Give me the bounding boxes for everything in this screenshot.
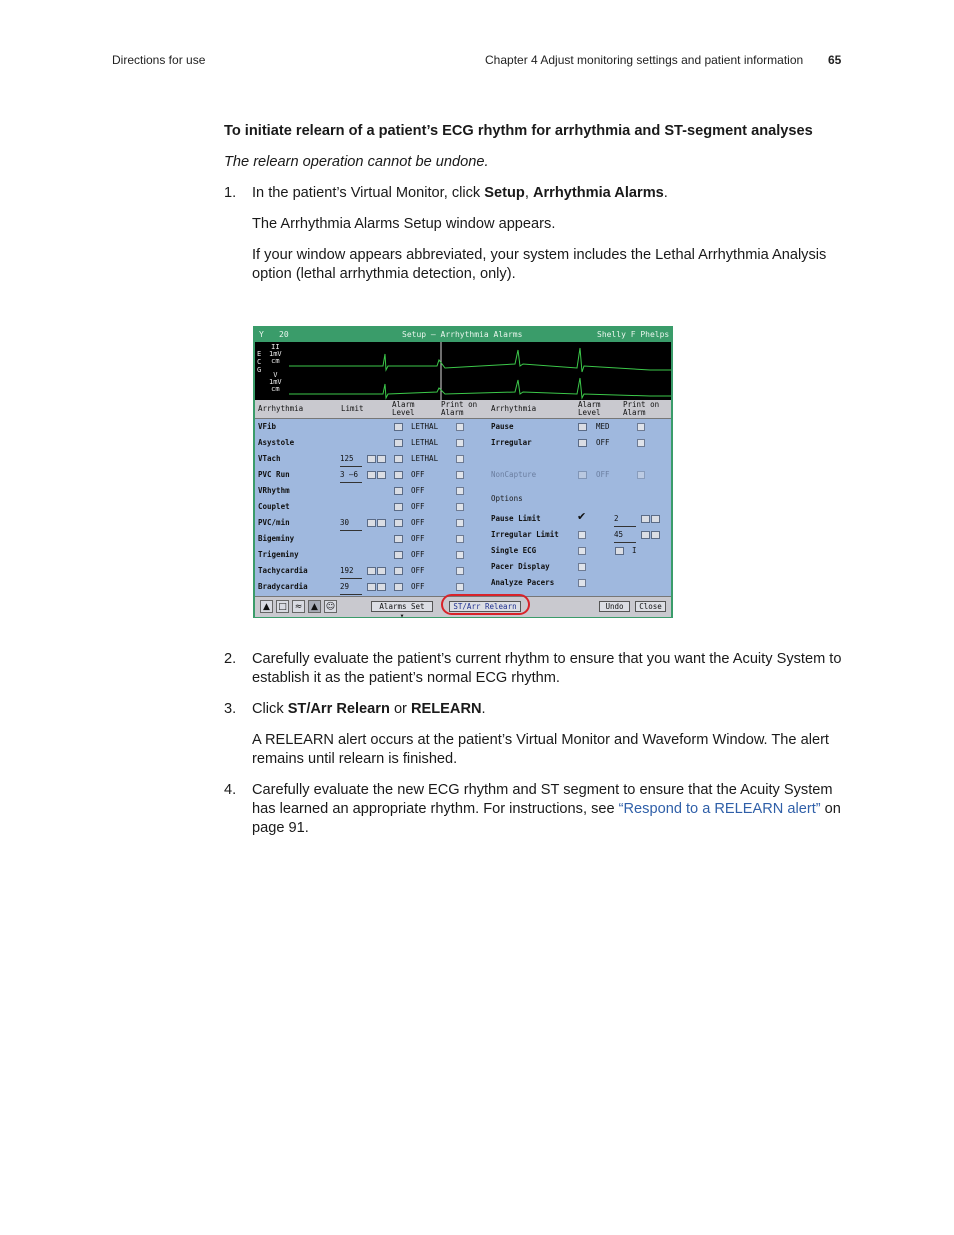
alarms-set-button[interactable]: Alarms Set ▾ [371, 601, 433, 612]
alarm-level-value: OFF [411, 486, 425, 495]
option-value[interactable]: 2 [614, 512, 636, 527]
lead-label-2: V 1mV cm [269, 371, 282, 393]
arrhythmia-name: PVC Run [258, 470, 290, 479]
alarm-level-dropdown-icon[interactable] [394, 455, 403, 463]
table-row [255, 452, 485, 466]
arrhythmia-name: Tachycardia [258, 566, 308, 575]
header-print-on-alarm-right: Print on Alarm [623, 400, 660, 417]
table-row [255, 468, 671, 482]
option-checkbox[interactable] [578, 579, 586, 587]
arrhythmia-settings-grid [255, 400, 671, 596]
waveform-icon[interactable]: ≈ [292, 600, 305, 613]
step-note: If your window appears abbreviated, your system includes the Lethal Arrhythmia Analysis option (lethal arrhythmia detection, only). [252, 247, 827, 282]
spin-down-icon[interactable] [377, 455, 386, 463]
arrhythmia-name: Asystole [258, 438, 295, 447]
arrhythmia-alarms-term: Arrhythmia Alarms [532, 185, 664, 201]
spin-up-icon[interactable] [367, 455, 376, 463]
arrhythmia-name: Pause [491, 422, 514, 431]
option-checkbox[interactable] [577, 510, 587, 523]
procedure-title: To initiate relearn of a patient’s ECG rhythm for arrhythmia and ST-segment analyses [224, 123, 813, 139]
table-row [255, 436, 671, 450]
spin-up-icon[interactable] [641, 515, 650, 523]
header-print-on-alarm: Print on Alarm [441, 400, 478, 417]
ecg-waveform-panel [255, 342, 671, 400]
arrhythmia-name: VFib [258, 422, 277, 431]
arrhythmia-name: PVC/min [258, 518, 290, 527]
arrhythmia-name: Bigeminy [258, 534, 295, 543]
checkmark-icon: ✔ [577, 510, 587, 523]
alarm-level-dropdown-icon[interactable] [394, 487, 403, 495]
alarm-bell-icon[interactable]: ▲ [260, 600, 273, 613]
header-alarm-level: Alarm Level [392, 400, 415, 417]
setup-term: Setup [484, 185, 525, 201]
step-text: In the patient’s Virtual Monitor, click Setup, Arrhythmia Alarms. [252, 185, 668, 201]
alarm-level-value: OFF [411, 566, 425, 575]
print-on-alarm-checkbox[interactable] [456, 487, 464, 495]
window-titlebar [255, 328, 671, 342]
print-on-alarm-checkbox[interactable] [637, 471, 645, 479]
alarm-level-dropdown-icon[interactable] [578, 439, 587, 447]
step-text: Click ST/Arr Relearn or RELEARN. [252, 701, 486, 717]
step-number: 3. [224, 701, 237, 717]
respond-relearn-alert-link[interactable]: “Respond to a RELEARN alert” [618, 801, 821, 817]
window-title: Setup – Arrhythmia Alarms [402, 330, 523, 339]
step-number: 4. [224, 782, 237, 798]
option-name: Single ECG [491, 546, 537, 555]
procedure-note: The relearn operation cannot be undone. [224, 154, 489, 170]
option-value[interactable]: 45 [614, 528, 636, 543]
step-text: Carefully evaluate the new ECG rhythm and ST segment to ensure that the Acuity System has learned an appropriate rhythm. For instructions, see “Respond to a RELEARN alert” on page 91. [252, 782, 841, 836]
ecg-side-label: E C G [257, 350, 262, 374]
lead-dropdown-icon[interactable] [615, 547, 624, 555]
limit-value[interactable]: 29 [340, 580, 362, 595]
chevron-down-icon: ▾ [399, 611, 405, 620]
alarm-level-value: LETHAL [411, 454, 439, 463]
step-3 [224, 700, 844, 769]
procedure-body-continued [224, 650, 844, 850]
option-row [255, 544, 671, 558]
option-checkbox[interactable] [578, 547, 586, 555]
step-result: A RELEARN alert occurs at the patient’s Virtual Monitor and Waveform Window. The alert remains until relearn is finished. [252, 732, 829, 767]
alarm-level-dropdown-icon[interactable] [394, 503, 403, 511]
step-number: 2. [224, 651, 237, 667]
limit-value[interactable]: 3 –6 [340, 468, 362, 483]
table-row [255, 484, 485, 498]
header-arrhythmia: Arrhythmia [258, 404, 304, 413]
lead-label-1: II 1mV cm [269, 343, 282, 365]
procedure-body [224, 122, 844, 296]
header-alarm-level-right: Alarm Level [578, 400, 601, 417]
header-limit: Limit [341, 404, 364, 413]
alarm-level-dropdown-icon[interactable] [578, 423, 587, 431]
antenna-icon: Y [259, 330, 264, 339]
alarm-level-value: OFF [411, 518, 425, 527]
running-header-doc: Directions for use [112, 53, 206, 67]
option-value: I [632, 546, 637, 555]
options-label: Options [491, 494, 523, 503]
alarm-level-value: OFF [596, 470, 610, 479]
arrhythmia-name: Bradycardia [258, 582, 308, 591]
st-arr-relearn-button[interactable]: ST/Arr Relearn [449, 601, 521, 612]
alarm-level-value: MED [596, 422, 610, 431]
undo-button[interactable]: Undo [599, 601, 630, 612]
alarm-level-value: OFF [411, 550, 425, 559]
alarm-level-value: OFF [411, 470, 425, 479]
alarm-level-value: OFF [596, 438, 610, 447]
arrhythmia-name: VTach [258, 454, 281, 463]
patient-name: Shelly F Phelps [597, 330, 670, 339]
alarm-level-value: OFF [411, 502, 425, 511]
step-result: The Arrhythmia Alarms Setup window appears. [252, 216, 556, 232]
arrhythmia-alarms-screenshot [253, 326, 673, 618]
bed-number: 20 [279, 330, 289, 339]
spin-down-icon[interactable] [651, 515, 660, 523]
option-row [255, 576, 671, 590]
option-checkbox[interactable] [578, 563, 586, 571]
relearn-highlight-callout [441, 594, 530, 615]
option-name: Irregular Limit [491, 530, 559, 539]
relearn-term: RELEARN [410, 701, 482, 717]
report-icon[interactable]: □ [276, 600, 289, 613]
spin-down-icon[interactable] [651, 531, 660, 539]
option-row [255, 528, 671, 542]
arrhythmia-name: VRhythm [258, 486, 290, 495]
step-text: Carefully evaluate the patient’s current rhythm to ensure that you want the Acuity System to establish it as the patient’s normal ECG rhythm. [252, 651, 842, 686]
table-row [255, 420, 671, 434]
page-number: 65 [828, 53, 842, 67]
st-arr-relearn-term: ST/Arr Relearn [287, 701, 390, 717]
limit-value[interactable]: 125 [340, 452, 362, 467]
step-number: 1. [224, 185, 237, 201]
alarm-level-value: OFF [411, 534, 425, 543]
option-name: Pause Limit [491, 514, 541, 523]
spin-up-icon[interactable] [641, 531, 650, 539]
alarm-setup-icon[interactable]: ▲ [308, 600, 321, 613]
print-on-alarm-checkbox[interactable] [456, 455, 464, 463]
print-on-alarm-checkbox[interactable] [637, 439, 645, 447]
step-4 [224, 781, 844, 838]
settings-header-row [255, 400, 671, 419]
step-2 [224, 650, 844, 688]
person-icon[interactable]: ☺ [325, 602, 336, 612]
option-checkbox[interactable] [578, 531, 586, 539]
arrhythmia-name: NonCapture [491, 470, 537, 479]
running-header-chapter: Chapter 4 Adjust monitoring settings and patient information [485, 53, 804, 67]
print-on-alarm-checkbox[interactable] [637, 423, 645, 431]
ecg-traces [255, 342, 671, 400]
header-arrhythmia-right: Arrhythmia [491, 404, 537, 413]
alarm-level-value: LETHAL [411, 422, 439, 431]
arrhythmia-name: Couplet [258, 502, 290, 511]
option-name: Analyze Pacers [491, 578, 555, 587]
option-row [255, 560, 671, 574]
alarm-level-value: LETHAL [411, 438, 439, 447]
option-row [255, 512, 671, 526]
alarm-level-value: OFF [411, 582, 425, 591]
option-name: Pacer Display [491, 562, 550, 571]
alarm-level-dropdown-icon[interactable] [578, 471, 587, 479]
arrhythmia-name: Irregular [491, 438, 532, 447]
arrhythmia-name: Trigeminy [258, 550, 299, 559]
limit-value[interactable]: 192 [340, 564, 362, 579]
print-on-alarm-checkbox[interactable] [456, 503, 464, 511]
close-button[interactable]: Close [635, 601, 666, 612]
limit-value[interactable]: 30 [340, 516, 362, 531]
step-1 [224, 184, 844, 284]
